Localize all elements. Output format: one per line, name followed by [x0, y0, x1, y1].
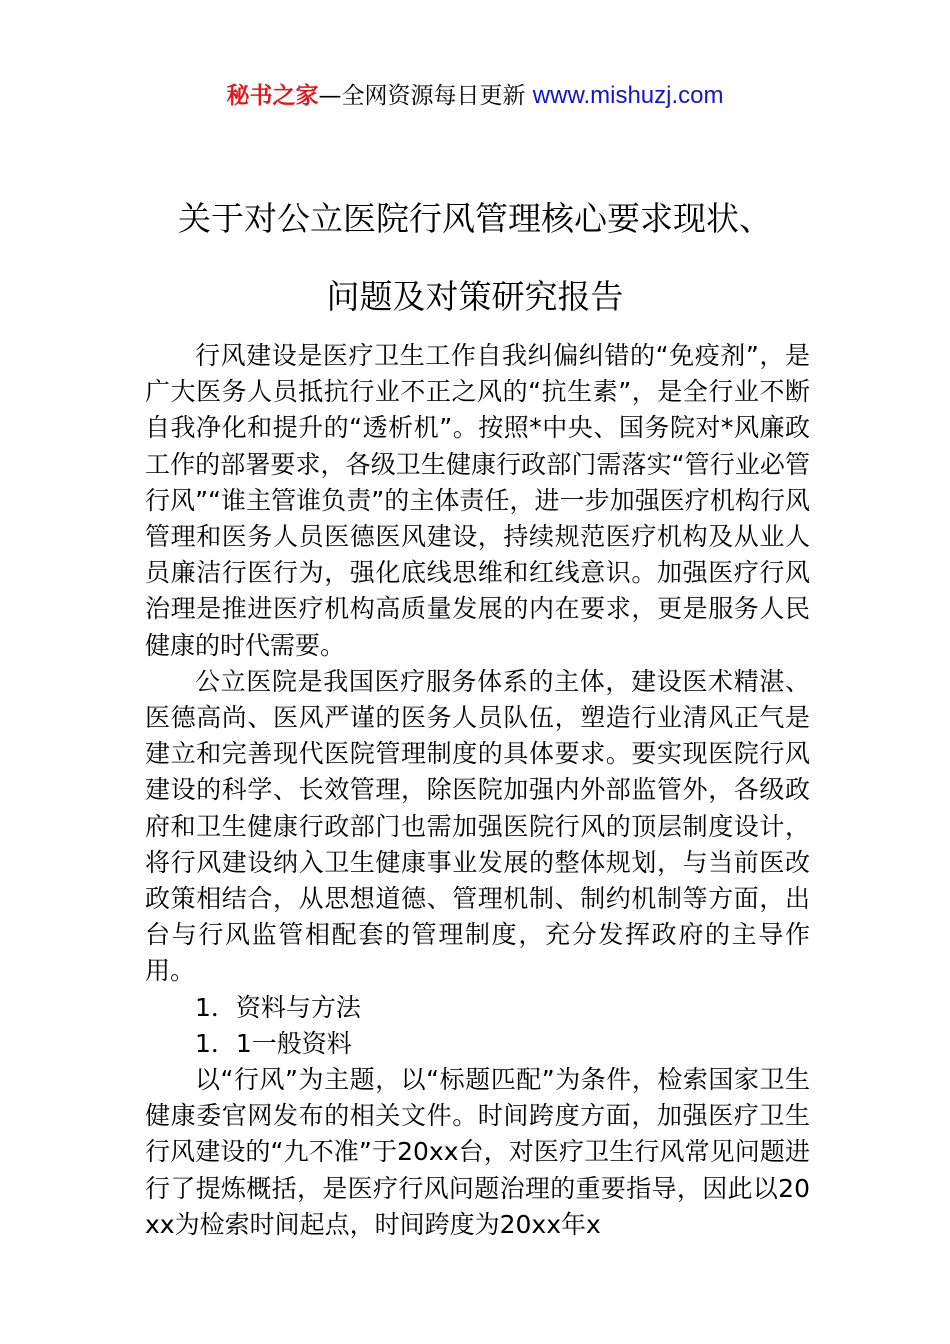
document-title	[0, 180, 950, 336]
header-tagline: —全网资源每日更新	[318, 83, 533, 109]
subsection-heading: 1．1一般资料	[195, 1028, 352, 1058]
title-line-2: 问题及对策研究报告	[326, 277, 624, 316]
site-header	[0, 78, 950, 114]
paragraph-public-hospital: 公立医院是我国医疗服务体系的主体，建设医术精湛、医德高尚、医风严谨的医务人员队伍，塑造行业清风正气是建立和完善现代医院管理制度的具体要求。要实现医院行风建设的科学、长效管理，除医院加强内外部监管外，各级政府和卫生健康行政部门也需加强医院行风的顶层制度设计，将行风建设纳入卫生健康事业发展的整体规划，与当前医改政策相结合，从思想道德、管理机制、制约机制等方面，出台与行风监管相配套的管理制度，充分发挥政府的主导作用。	[145, 666, 810, 986]
brand-name[interactable]: 秘书之家	[226, 83, 319, 109]
title-line-1: 关于对公立医院行风管理核心要求现状、	[178, 199, 772, 238]
document-body	[145, 338, 810, 1243]
paragraph-intro: 行风建设是医疗卫生工作自我纠偏纠错的“免疫剂”，是广大医务人员抵抗行业不正之风的“抗生素”，是全行业不断自我净化和提升的“透析机”。按照*中央、国务院对*风廉政工作的部署要求，各级卫生健康行政部门需落实“管行业必管行风”“谁主管谁负责”的主体责任，进一步加强医疗机构行风管理和医务人员医德医风建设，持续规范医疗机构及从业人员廉洁行医行为，强化底线思维和红线意识。加强医疗行风治理是推进医疗机构高质量发展的内在要求，更是服务人民健康的时代需要。	[145, 341, 810, 660]
section-heading: 1．资料与方法	[195, 992, 361, 1022]
paragraph-general-data: 以“行风”为主题，以“标题匹配”为条件，检索国家卫生健康委官网发布的相关文件。时间跨度方面，加强医疗卫生行风建设的“九不准”于20xx台，对医疗卫生行风常见问题进行了提炼概括，是医疗行风问题治理的重要指导，因此以20xx为检索时间起点，时间跨度为20xx年x	[145, 1065, 810, 1239]
site-url-link[interactable]: www.mishuzj.com	[532, 82, 724, 109]
